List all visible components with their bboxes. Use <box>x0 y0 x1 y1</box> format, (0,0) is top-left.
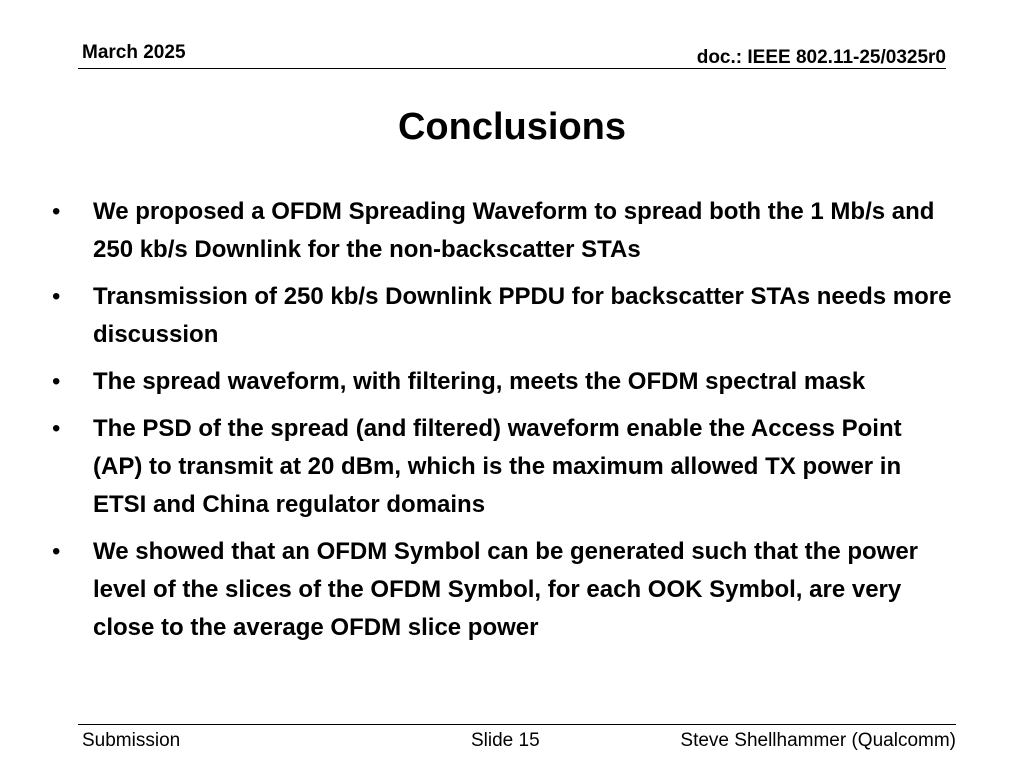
bullet-icon: • <box>52 415 61 442</box>
header-doc-id: doc.: IEEE 802.11-25/0325r0 <box>696 47 946 68</box>
bullet-text: The PSD of the spread (and filtered) waveform enable the Access Point (AP) to transmit at 20 dBm, which is the maximum allowed TX power in ETSI and China regulator domains <box>93 415 902 518</box>
bullet-item <box>52 533 952 647</box>
bullet-icon: • <box>52 283 61 310</box>
slide-title: Conclusions <box>397 106 627 148</box>
header-date: March 2025 <box>82 42 186 63</box>
footer-submission: Submission <box>82 730 181 751</box>
bullet-icon: • <box>52 368 61 395</box>
bullet-item <box>52 363 952 401</box>
bullet-item <box>52 410 952 524</box>
bullet-icon: • <box>52 198 61 225</box>
bullet-item <box>52 278 952 354</box>
bullet-text: We showed that an OFDM Symbol can be generated such that the power level of the slices of the OFDM Symbol, for each OOK Symbol, are very close to the average OFDM slice power <box>93 538 919 641</box>
bullet-list <box>52 193 952 656</box>
bullet-text: Transmission of 250 kb/s Downlink PPDU for backscatter STAs needs more discussion <box>93 283 952 348</box>
footer-divider <box>78 724 956 725</box>
footer-author: Steve Shellhammer (Qualcomm) <box>680 730 956 751</box>
bullet-text: The spread waveform, with filtering, meets the OFDM spectral mask <box>93 368 866 395</box>
bullet-icon: • <box>52 538 61 565</box>
bullet-text: We proposed a OFDM Spreading Waveform to spread both the 1 Mb/s and 250 kb/s Downlink for the non-backscatter STAs <box>93 198 935 263</box>
header-divider <box>78 68 946 69</box>
footer-slide-number: Slide 15 <box>471 730 540 751</box>
bullet-item <box>52 193 952 269</box>
